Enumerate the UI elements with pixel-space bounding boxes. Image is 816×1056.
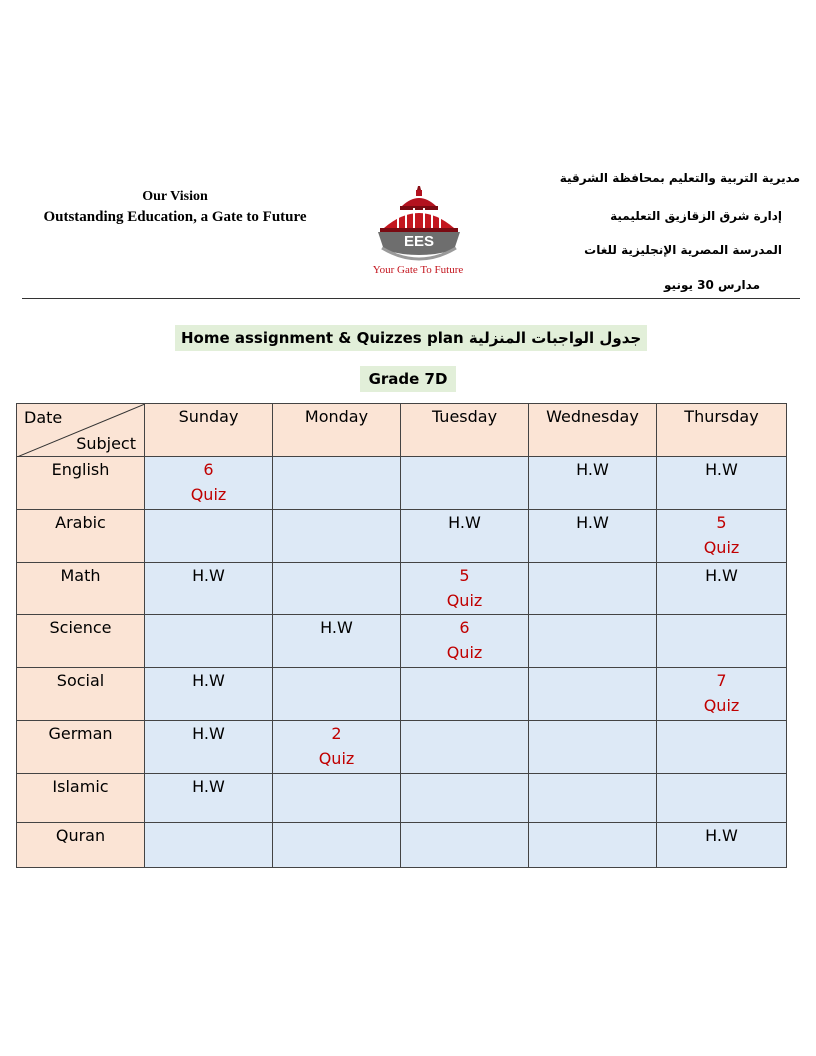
- quiz-label: Quiz: [446, 643, 483, 662]
- subject-cell: Social: [17, 668, 145, 721]
- table-row: [17, 774, 787, 823]
- quiz-number: 5: [459, 566, 470, 585]
- grade-label: Grade 7D: [360, 366, 456, 392]
- day-header: Monday: [273, 404, 401, 457]
- logo-graphic: [354, 184, 486, 278]
- table-row: [17, 615, 787, 668]
- schedule-cell: [273, 721, 401, 774]
- vision-text: Outstanding Education, a Gate to Future: [43, 209, 307, 225]
- schedule-cell: [401, 823, 529, 868]
- subject-cell: Science: [17, 615, 145, 668]
- assignment-plan-table: [16, 403, 787, 868]
- corner-header-cell: [17, 404, 145, 457]
- schedule-cell: [401, 774, 529, 823]
- subject-cell: Islamic: [17, 774, 145, 823]
- schedule-cell: [145, 721, 273, 774]
- header-divider: [22, 298, 800, 299]
- schedule-cell: [529, 774, 657, 823]
- quiz-label: Quiz: [703, 696, 740, 715]
- table-row: [17, 563, 787, 615]
- schedule-cell: [273, 563, 401, 615]
- subject-cell: German: [17, 721, 145, 774]
- schedule-cell: [145, 563, 273, 615]
- schedule-cell: [657, 721, 787, 774]
- homework-label: H.W: [320, 618, 353, 637]
- subject-cell: Math: [17, 563, 145, 615]
- schedule-cell: [145, 668, 273, 721]
- schedule-cell: [529, 457, 657, 510]
- table-header-row: [17, 404, 787, 457]
- homework-label: H.W: [192, 671, 225, 690]
- schedule-cell: [529, 615, 657, 668]
- schedule-cell: [657, 668, 787, 721]
- schedule-cell: [657, 615, 787, 668]
- vision-block: [20, 187, 330, 227]
- homework-label: H.W: [705, 826, 738, 845]
- schedule-cell: [401, 615, 529, 668]
- schedule-cell: [529, 510, 657, 563]
- page-title: [175, 325, 647, 351]
- subject-cell: English: [17, 457, 145, 510]
- schedule-cell: [273, 615, 401, 668]
- quiz-number: 7: [716, 671, 727, 690]
- administration-line: إدارة شرق الزقازيق التعليمية: [610, 209, 782, 223]
- schedule-cell: [401, 563, 529, 615]
- schedule-cell: [145, 457, 273, 510]
- schedule-cell: [401, 668, 529, 721]
- table-row: [17, 668, 787, 721]
- schedule-cell: [145, 774, 273, 823]
- schedule-cell: [529, 823, 657, 868]
- table-row: [17, 721, 787, 774]
- subject-cell: Quran: [17, 823, 145, 868]
- school-name-line: المدرسة المصرية الإنجليزية للغات: [584, 243, 782, 257]
- schedule-cell: [273, 510, 401, 563]
- schedule-cell: [657, 774, 787, 823]
- day-header: Thursday: [657, 404, 787, 457]
- schedule-cell: [273, 823, 401, 868]
- schedule-cell: [273, 668, 401, 721]
- schedule-cell: [145, 823, 273, 868]
- homework-label: H.W: [192, 566, 225, 585]
- homework-label: H.W: [705, 460, 738, 479]
- table-row: [17, 510, 787, 563]
- quiz-number: 2: [331, 724, 342, 743]
- schedule-cell: [145, 510, 273, 563]
- schedule-cell: [529, 721, 657, 774]
- quiz-number: 5: [716, 513, 727, 532]
- homework-label: H.W: [192, 777, 225, 796]
- logo-tagline: Your Gate To Future: [372, 264, 464, 276]
- schedule-cell: [529, 563, 657, 615]
- schedule-cell: [657, 823, 787, 868]
- logo-letters: EES: [403, 233, 435, 250]
- schools-line: مدارس 30 يونيو: [664, 278, 760, 292]
- homework-label: H.W: [448, 513, 481, 532]
- schedule-cell: [401, 721, 529, 774]
- title-english: Home assignment & Quizzes plan: [181, 329, 464, 347]
- quiz-label: Quiz: [446, 591, 483, 610]
- day-header: Tuesday: [401, 404, 529, 457]
- homework-label: H.W: [576, 460, 609, 479]
- schedule-cell: [657, 510, 787, 563]
- quiz-label: Quiz: [318, 749, 355, 768]
- day-header: Sunday: [145, 404, 273, 457]
- table-row: [17, 823, 787, 868]
- schedule-cell: [273, 457, 401, 510]
- quiz-number: 6: [459, 618, 470, 637]
- quiz-label: Quiz: [190, 485, 227, 504]
- directorate-line: مديرية التربية والتعليم بمحافظة الشرقية: [559, 171, 800, 185]
- schedule-cell: [657, 457, 787, 510]
- schedule-cell: [657, 563, 787, 615]
- homework-label: H.W: [576, 513, 609, 532]
- quiz-number: 6: [203, 460, 214, 479]
- day-header: Wednesday: [529, 404, 657, 457]
- corner-subject-label: Subject: [76, 434, 136, 453]
- school-logo: [354, 184, 486, 278]
- homework-label: H.W: [705, 566, 738, 585]
- homework-label: H.W: [192, 724, 225, 743]
- vision-title: Our Vision: [142, 189, 208, 204]
- schedule-cell: [401, 510, 529, 563]
- schedule-cell: [273, 774, 401, 823]
- corner-date-label: Date: [24, 408, 63, 427]
- quiz-label: Quiz: [703, 538, 740, 557]
- schedule-cell: [529, 668, 657, 721]
- table-row: [17, 457, 787, 510]
- schedule-cell: [401, 457, 529, 510]
- subject-cell: Arabic: [17, 510, 145, 563]
- schedule-cell: [145, 615, 273, 668]
- title-arabic: جدول الواجبات المنزلية: [468, 329, 642, 347]
